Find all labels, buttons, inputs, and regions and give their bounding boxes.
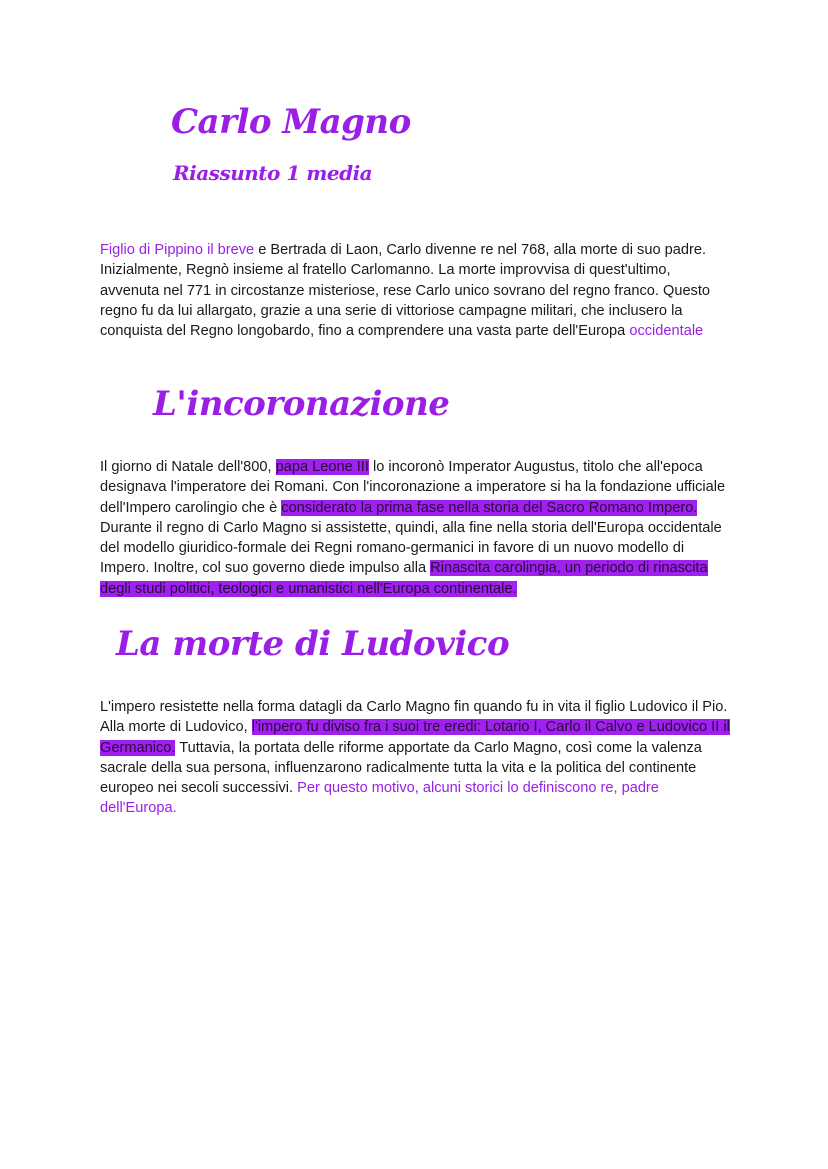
text-segment: Durante il regno di Carlo Magno si assistette, quindi, alla fine nella storia dell'Europa occidentale del modello giuridico-formale dei Regni romano-germanici in favore di un nuovo modello di Impero. Inoltre, col suo governo diede impulso alla [100,519,722,577]
highlighted-text: considerato la prima fase nella storia del Sacro Romano Impero. [281,499,698,516]
highlighted-text: l'impero fu diviso fra i suoi tre eredi: Lotario I, Carlo il Calvo e Ludovico II il Germanico. [100,719,730,756]
incoronazione-paragraph [100,457,730,599]
text-segment: lo incoronò Imperator Augustus, titolo che all'epoca designava l'imperatore dei Romani. Con l'incoronazione a imperatore si ha la fondazione ufficiale dell'Impero carolingio che è [100,459,726,516]
highlighted-text: Rinascita carolingia, un periodo di rinascita degli studi politici, teologici e umanistici nell'Europa continentale. [100,560,708,597]
section-heading-incoronazione: L'incoronazione [153,384,450,424]
section-heading-morte-ludovico: La morte di Ludovico [116,624,510,664]
intro-text: e Bertrada di Laon, Carlo divenne re nel 768, alla morte di suo padre. Inizialmente, Regnò insieme al fratello Carlomanno. La morte improvvisa di quest'ultimo, avvenuta nel 771 in circostanze misteriose, rese Carlo unico sovrano del regno franco. Questo regno fu da lui allargato, grazie a una serie di vittoriose campagne militari, che inclusero la conquista del Regno longobardo, fino a comprendere una vasta parte dell'Europa [100,242,711,340]
morte-ludovico-paragraph [100,697,730,819]
text-segment: Tuttavia, la portata delle riforme apportate da Carlo Magno, così come la valenza sacrale della sua persona, influenzarono radicalmente tutta la vita e la politica del continente europeo nei secoli successivi. [100,739,702,797]
page-title: Carlo Magno [171,102,411,142]
highlighted-text: papa Leone III [275,459,369,475]
text-segment: Il giorno di Natale dell'800, [100,459,276,475]
text-segment: L'impero resistette nella forma datagli da Carlo Magno fin quando fu in vita il figlio Ludovico il Pio. Alla morte di Ludovico, [100,699,728,736]
page-subtitle: Riassunto 1 media [173,161,373,185]
intro-paragraph [100,240,730,341]
intro-purple-word: occidentale [629,323,704,340]
purple-text: Per questo motivo, alcuni storici lo definiscono re, padre dell'Europa. [100,780,659,817]
intro-purple-text: Figlio di Pippino il breve [100,242,255,258]
